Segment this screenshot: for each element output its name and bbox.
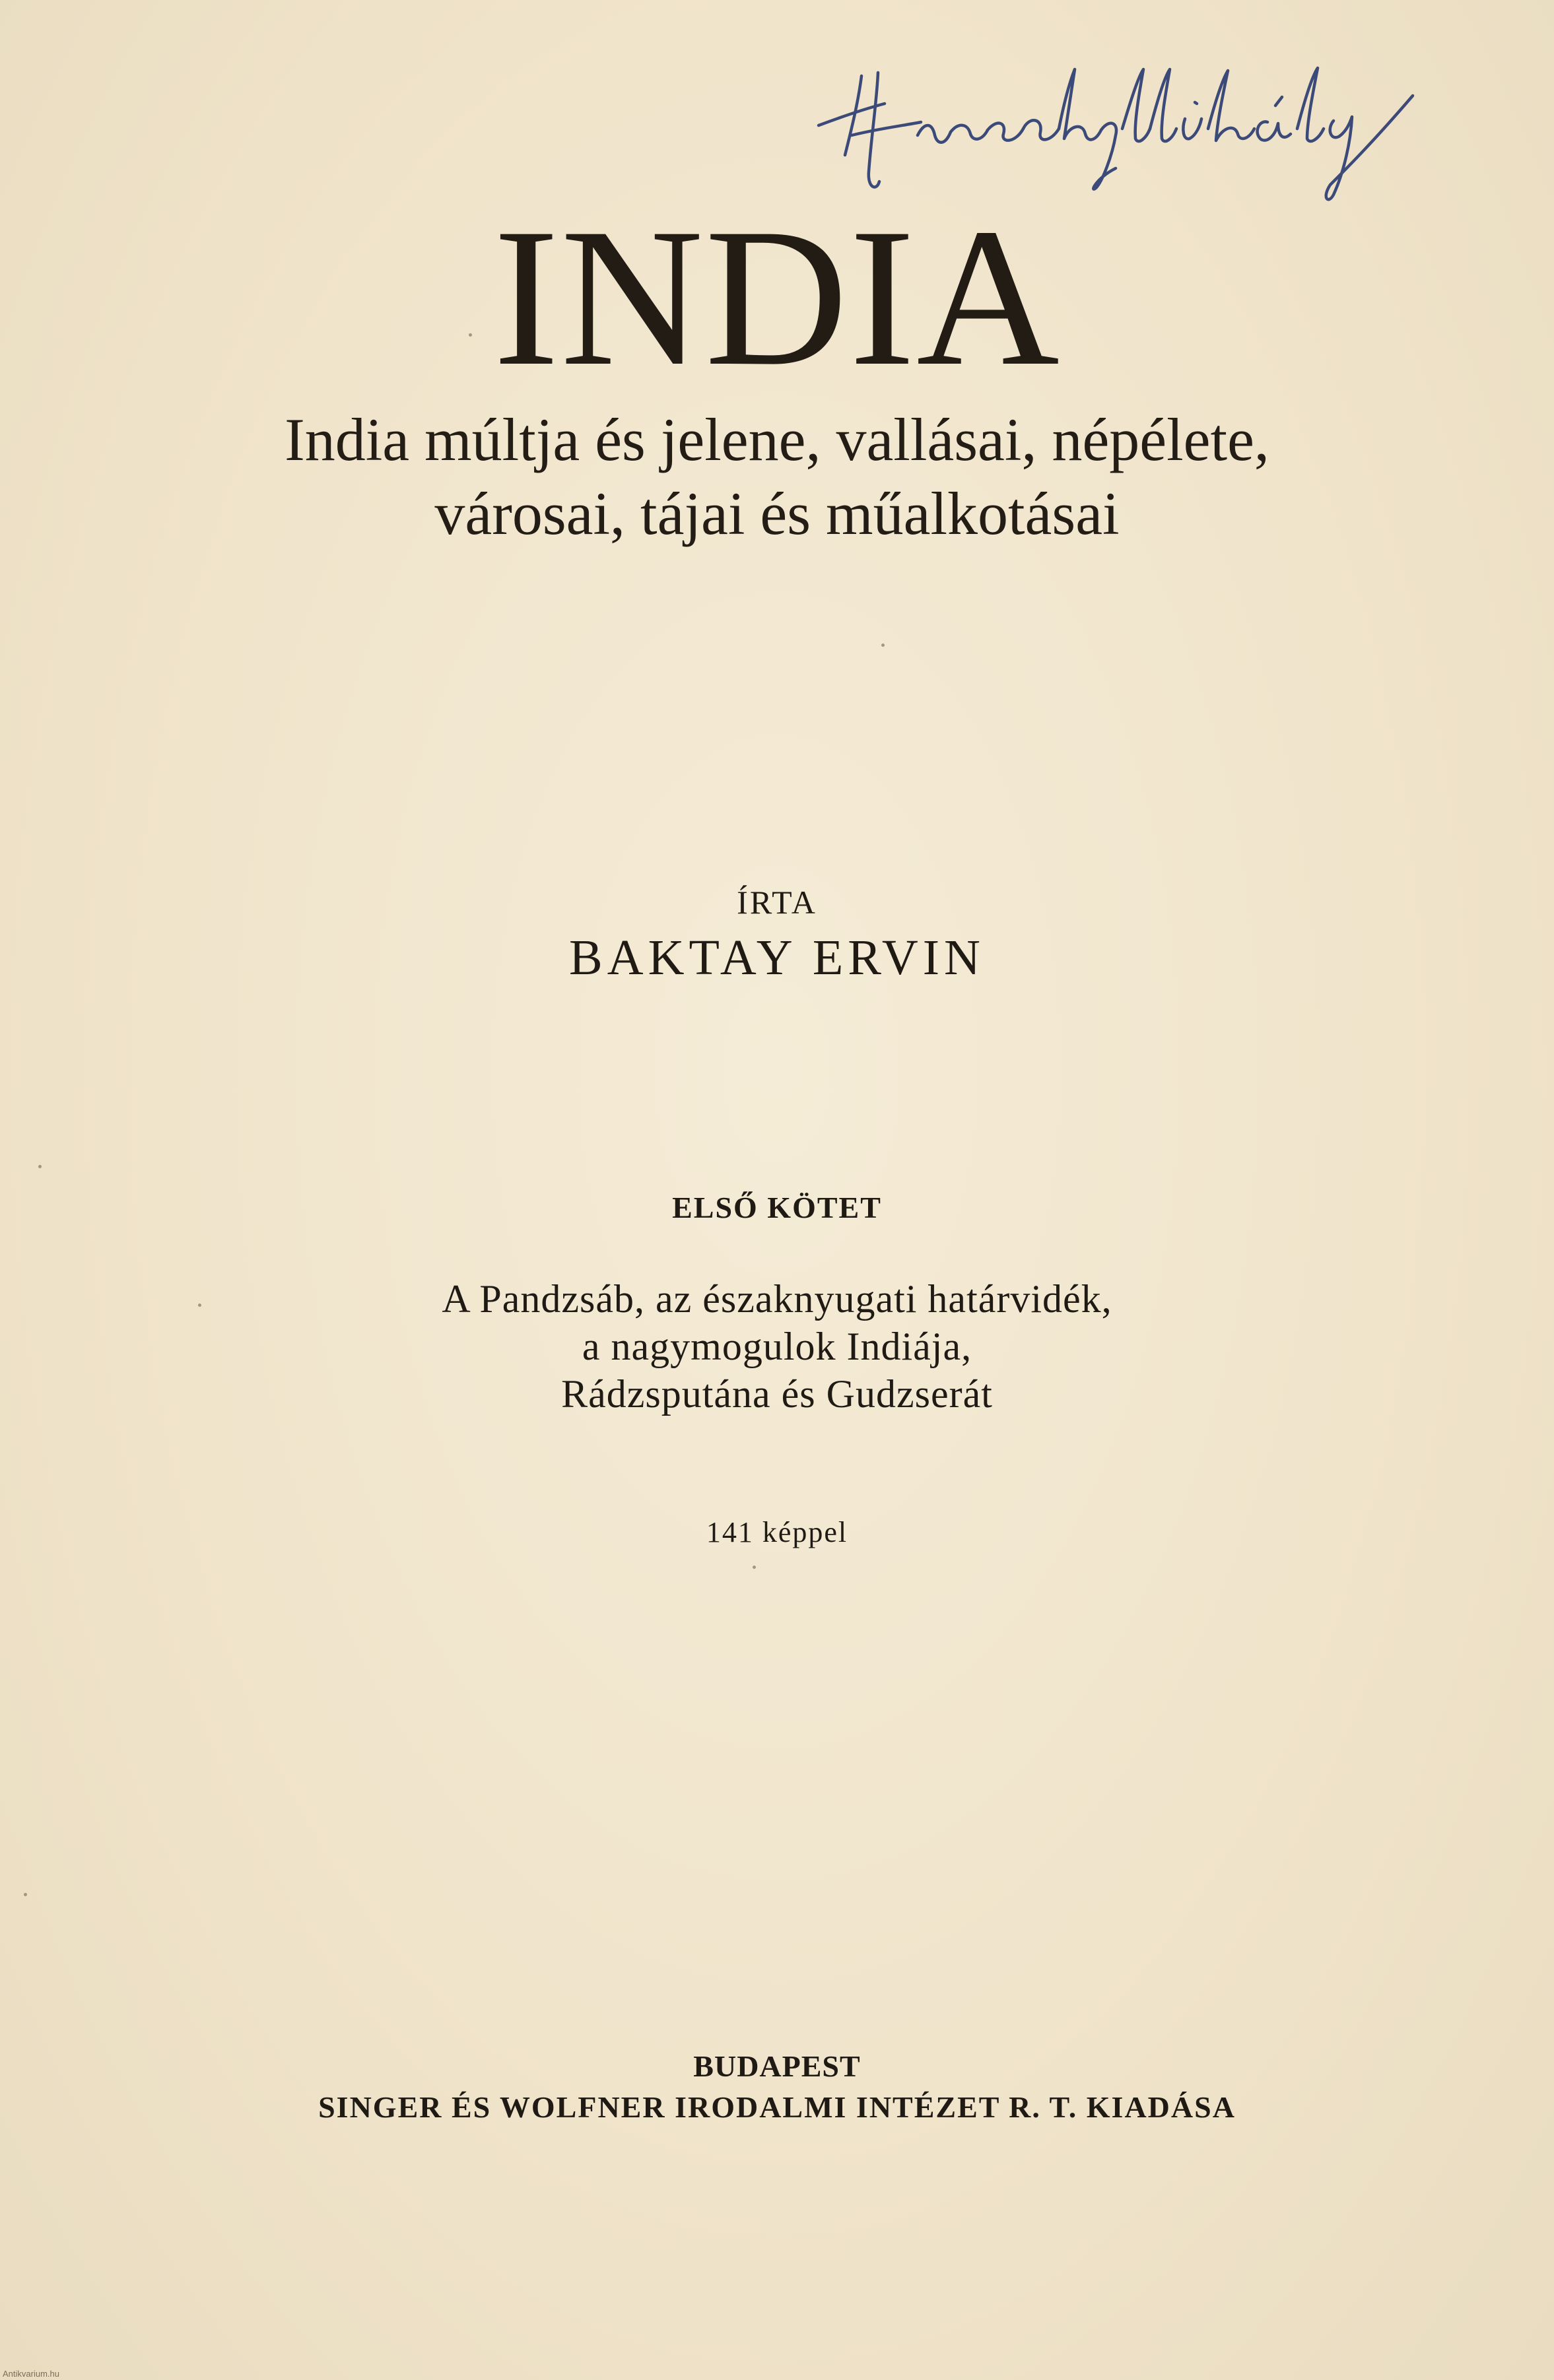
subtitle-line-1: India múltja és jelene, vallásai, népélete,	[285, 406, 1269, 473]
paper-speck	[198, 1304, 201, 1307]
book-subtitle	[0, 403, 1554, 550]
watermark: Antikvarium.hu	[3, 2369, 59, 2379]
publisher-name: SINGER ÉS WOLFNER IRODALMI INTÉZET R. T. KIADÁSA	[318, 2090, 1236, 2124]
volume-contents	[0, 1275, 1554, 1418]
handwritten-signature	[805, 56, 1452, 208]
contents-line-1: A Pandzsáb, az északnyugati határvidék,	[442, 1277, 1112, 1321]
paper-speck	[469, 333, 472, 337]
subtitle-line-2: városai, tájai és műalkotásai	[434, 480, 1120, 547]
paper-speck	[38, 1165, 42, 1168]
publication-place: BUDAPEST	[693, 2049, 861, 2083]
contents-line-2: a nagymogulok Indiája,	[582, 1325, 972, 1368]
signature-drawing	[805, 56, 1452, 208]
paper-speck	[24, 1893, 27, 1896]
byline-label: ÍRTA	[737, 884, 817, 921]
images-note: 141 képpel	[706, 1516, 848, 1548]
paper-speck	[881, 644, 885, 647]
author-name: BAKTAY ERVIN	[569, 930, 985, 985]
contents-line-3: Rádzsputána és Gudzserát	[561, 1372, 993, 1416]
paper-speck	[753, 1566, 756, 1569]
book-title: INDIA	[493, 187, 1061, 407]
volume-label: ELSŐ KÖTET	[672, 1191, 882, 1224]
